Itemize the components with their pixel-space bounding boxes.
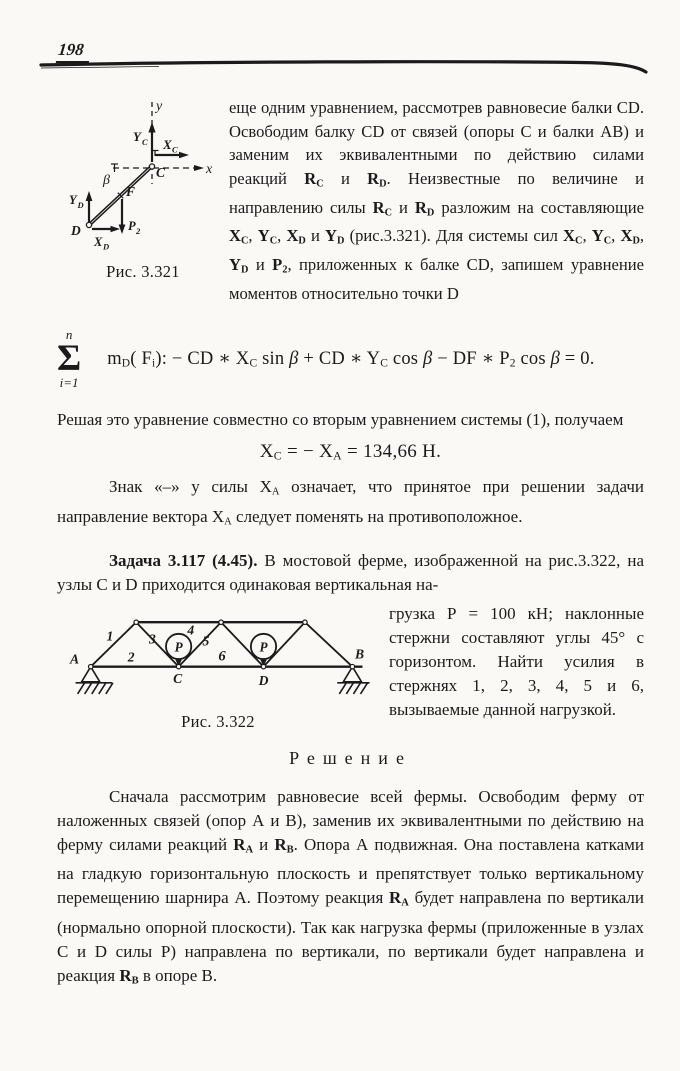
label-P2-sub: 2	[136, 226, 141, 236]
paragraph-solve: Решая это уравнение совместно со вторым уравнением системы (1), получаем	[57, 409, 624, 429]
paragraph-intro: еще одним уравнением, рассмотрев равновесие балки CD. Освободим балку CD от связей (опоры С и балки АВ) и заменим их эквивалентными по действию силами реакций RC и RD. Неизвестные по величине и направлению силы RC и RD разложим на составляющие XC, YC, XD и YD (рис.3.321). Для системы сил XC, YC, XD, YD и P2, приложенных к балке CD, запишем уравнение моментов относительно точки D	[229, 98, 645, 304]
node-C	[149, 164, 154, 169]
truss-diagram	[57, 602, 373, 699]
paragraph-task-cont: грузка Р = 100 кН; наклонные стержни составляют углы 45° с горизонтом. Найти усилия в стержнях 1, 2, 3, 4, 5 и 6, вызываемые данной нагрузкой.	[389, 603, 644, 719]
section-beam	[57, 96, 644, 306]
sum-upper-limit: n	[65, 327, 73, 343]
label-Xd: X	[94, 235, 103, 249]
page-header	[57, 40, 644, 74]
page-number: 198	[56, 40, 91, 63]
label-P-left: Р	[174, 639, 183, 655]
x-axis-arrowhead	[194, 165, 204, 171]
paragraph-solution: Сначала рассмотрим равновесие всей фермы. Освободим ферму от наложенных связей (опор А и В), заменив их эквивалентными по действию на ферму силами реакций RA и RB. Опора А подвижная. Она поставлена катками на гладкую горизонтальную плоскость и препятствует только вертикальному перемещению шарнира А. Поэтому реакция RA будет направлена по вертикали (нормально опорной плоскости). Так как нагрузка фермы (приложенные в узлах С и D силы Р) направлена по вертикали, по вертикали будет направлена и реакция RB в опоре В.	[57, 786, 644, 986]
label-Yc-sub: C	[142, 137, 148, 147]
sigma-symbol: Σ	[57, 338, 82, 380]
figure-3-321	[57, 96, 229, 306]
label-member-4: 4	[187, 622, 195, 638]
label-member-6: 6	[218, 648, 226, 665]
label-C: C	[156, 165, 166, 180]
summation-symbol	[57, 328, 81, 389]
x-axis-label: x	[206, 162, 213, 177]
label-node-D: D	[258, 672, 269, 688]
label-member-3: 3	[148, 631, 156, 647]
figure-3-322-caption: Рис. 3.322	[181, 711, 255, 731]
label-Xd-sub: D	[103, 241, 110, 252]
force-arrow-P2	[119, 199, 126, 234]
sum-lower-limit: i=1	[59, 375, 79, 391]
label-Yd-sub: D	[77, 200, 84, 210]
figure-3-321-caption: Рис. 3.321	[106, 262, 180, 281]
label-Yc: Y	[133, 129, 141, 144]
paragraph-task-lead: Задача 3.117 (4.45). В мостовой ферме, изображенной на рис.3.322, на узлы С и D приходится одинаковая вертикальная на-	[57, 550, 644, 594]
support-B	[337, 667, 369, 694]
label-Xc: X	[163, 137, 172, 152]
label-member-5: 5	[202, 633, 210, 649]
label-F: F	[126, 184, 136, 199]
force-arrow-Xd	[92, 226, 120, 232]
y-axis-label: y	[156, 99, 163, 114]
node-D	[86, 222, 91, 227]
label-Xc-sub: C	[172, 144, 178, 155]
top-rule	[39, 58, 653, 76]
result-equation: $X_C$ = − $X_A = 134,66$ Н.	[259, 440, 442, 463]
label-node-A: А	[70, 651, 80, 667]
moment-equation	[57, 328, 644, 390]
solution-heading: Решение	[289, 747, 412, 768]
force-arrow-Yd	[86, 191, 93, 222]
moment-equation-body: $m_D$( $F_i$): − CD ∗ $X_C$ sin β + CD ∗ $Y_C$ cos β − DF ∗ $P_2$ cos β = 0.	[107, 348, 595, 370]
section-truss	[57, 602, 644, 732]
label-node-B: В	[354, 646, 365, 662]
beam-diagram	[67, 96, 217, 254]
support-A	[76, 667, 113, 694]
figure-3-322	[57, 602, 379, 732]
label-member-1: 1	[106, 628, 114, 644]
label-P2: P	[128, 219, 136, 233]
paragraph-sign-note: Знак «–» у силы $X_A$ означает, что принятое при решении задачи направление вектора $X_A$ следует поменять на противоположное.	[57, 477, 645, 527]
label-beta: β	[103, 173, 110, 188]
label-P-right: Р	[259, 639, 268, 655]
label-Yd: Y	[69, 193, 77, 207]
label-member-2: 2	[127, 649, 135, 665]
label-node-C: С	[173, 670, 183, 686]
label-D: D	[71, 223, 81, 238]
